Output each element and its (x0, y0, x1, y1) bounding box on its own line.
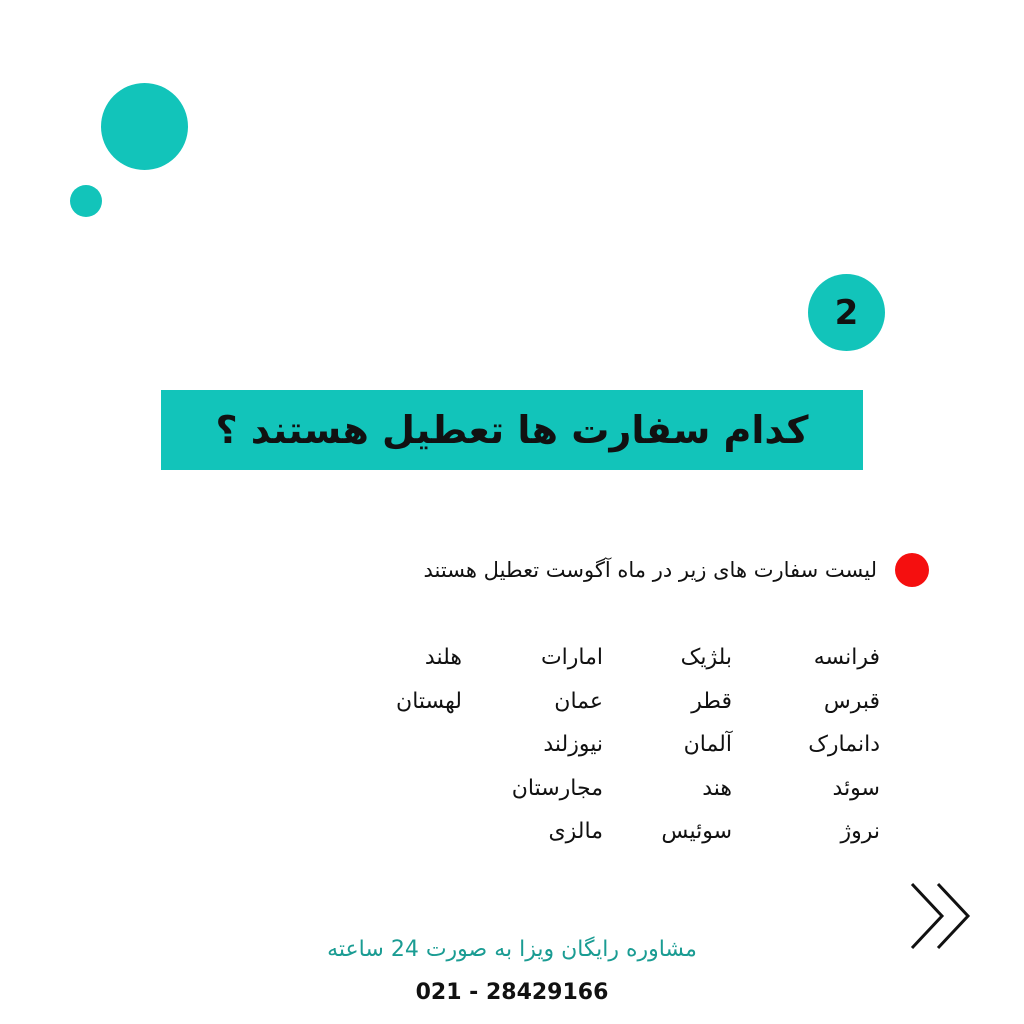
country-column-1 (808, 636, 880, 854)
country-item: قبرس (823, 688, 880, 714)
country-item: نیوزلند (543, 732, 603, 757)
free-consultation-text: مشاوره رایگان ویزا به صورت 24 ساعته (327, 937, 697, 962)
step-number: 2 (834, 292, 859, 333)
country-item: سوئد (832, 775, 880, 801)
country-item: نروژ (840, 819, 880, 844)
country-item: دانمارک (808, 732, 880, 757)
country-item: بلژیک (680, 645, 732, 670)
page-title: کدام سفارت ها تعطیل هستند ؟ (215, 408, 809, 452)
country-item: مالزی (548, 819, 603, 844)
country-item: آلمان (683, 732, 732, 757)
intro-bullet-row (329, 550, 929, 590)
country-item: لهستان (396, 688, 462, 714)
step-number-badge (808, 274, 885, 351)
country-item: فرانسه (813, 645, 880, 670)
country-item: امارات (540, 645, 603, 670)
country-column-2 (661, 636, 732, 854)
country-list (360, 636, 880, 856)
country-column-3 (512, 636, 603, 854)
country-item: مجارستان (511, 775, 603, 801)
bullet-dot-icon (895, 553, 929, 587)
country-item: هند (702, 775, 732, 801)
phone-number[interactable]: 021 - 28429166 (415, 980, 609, 1005)
decorative-circle-small (70, 185, 102, 217)
decorative-circle-large (101, 83, 188, 170)
country-item: عمان (554, 688, 603, 714)
intro-text: لیست سفارت های زیر در ماه آگوست تعطیل هستند (423, 558, 877, 582)
country-item: قطر (691, 688, 732, 714)
country-column-4 (396, 636, 462, 723)
title-banner (161, 390, 863, 470)
country-item: سوئیس (661, 819, 732, 844)
country-item: هلند (424, 645, 462, 670)
